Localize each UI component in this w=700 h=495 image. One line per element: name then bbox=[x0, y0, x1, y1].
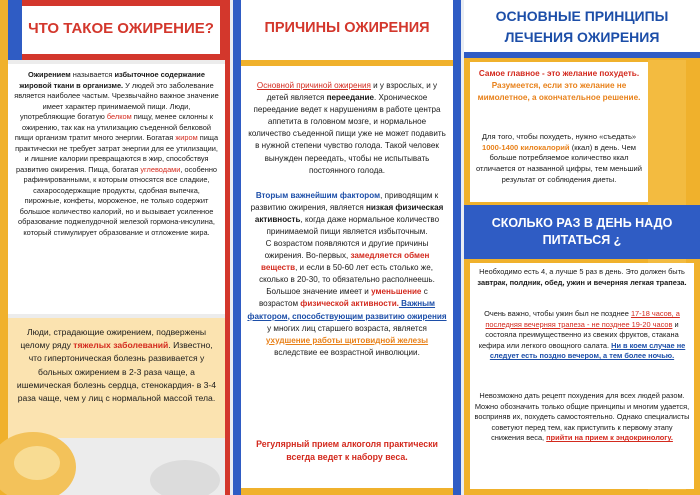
text-span: , когда даже нормальное количество принимаемой пищи является избыточным. bbox=[266, 215, 440, 237]
meals-card bbox=[470, 263, 694, 489]
red-border bbox=[225, 0, 230, 495]
panel-header bbox=[464, 0, 700, 58]
text-span: Ни в коем случае не следует есть поздно вечером, а тем более ночью. bbox=[489, 340, 686, 361]
blue-border-left bbox=[233, 0, 241, 495]
text-span: Для того, чтобы похудеть, нужно «съедать» bbox=[481, 132, 637, 141]
calories-text bbox=[474, 132, 644, 186]
text-span: С возрастом появляются и другие причины ожирения. Во-первых, bbox=[264, 239, 429, 261]
panel-title-line-1: ОСНОВНЫЕ ПРИНЦИПЫ bbox=[495, 8, 669, 24]
definition-text bbox=[14, 70, 219, 238]
text-span: Вторым важнейшим фактором bbox=[255, 191, 381, 200]
text-span: и у взрослых, и у детей является bbox=[266, 81, 438, 103]
text-span: 17-18 часов, а последняя вечерняя трапеза - не позднее 19-20 часов bbox=[485, 309, 680, 329]
text-span: Самое главное - это желание похудеть. bbox=[478, 69, 640, 78]
causes-paragraph-1 bbox=[247, 80, 447, 177]
text-span: замедляется обмен веществ bbox=[261, 251, 430, 273]
text-span: пищу, менее склонны к ожирению, так как на утилизацию съеденной белковой пищи организм тратит много энергии. Богатая bbox=[14, 112, 213, 142]
diseases-card bbox=[8, 318, 225, 438]
text-span: , и если в 50-60 лет есть столько же, сколько в 20-30, то обязательно располнеешь. Большое значение имеет и bbox=[259, 263, 435, 297]
text-span: белком bbox=[106, 112, 132, 121]
text-span: 1000-1400 килокалорий bbox=[481, 142, 570, 152]
panel-treatment bbox=[464, 0, 700, 495]
dinner-time-text bbox=[474, 309, 690, 362]
meals-frequency-text bbox=[474, 267, 690, 288]
desire-text bbox=[474, 68, 644, 105]
text-span: у многих лиц старшего возраста, является bbox=[267, 323, 427, 333]
text-span: переедание bbox=[326, 93, 375, 103]
text-span: прийти на прием к эндокринологу. bbox=[546, 433, 673, 443]
text-span: Необходимо есть 4, а лучше 5 раз в день. Это должен быть bbox=[479, 267, 685, 276]
panel-header-frame bbox=[8, 0, 226, 60]
text-span: и состояла преимущественно из свежих фруктов, стакана кефира или легкого овощного салата. bbox=[478, 319, 679, 350]
text-span: уменьшение bbox=[371, 287, 422, 297]
text-span: называется bbox=[70, 70, 115, 79]
desire-card bbox=[470, 62, 648, 202]
text-span: , особенно рафинированными, к которым относятся все сладкие, сахаросодержащие продукты, сдобная выпечка, пирожные, конфеты, мороженое, не только содержит большое количество калорий, но и вызывает усиленное образование поджелудочной железой гормона-инсулина, который стимулирует образование и отложение жира. bbox=[18, 164, 218, 237]
text-span: завтрак, полдник, обед, ужин и вечерняя легкая трапеза. bbox=[477, 277, 687, 287]
text-span: Важным фактором, способствующим развитию ожирения bbox=[247, 299, 447, 321]
text-span: с возрастом bbox=[258, 287, 428, 309]
causes-paragraph-2 bbox=[247, 190, 447, 238]
blue-stripe bbox=[8, 0, 22, 60]
text-span: Ожирением bbox=[28, 70, 71, 79]
text-span: углеводами bbox=[140, 164, 181, 174]
blue-border-right bbox=[453, 0, 461, 495]
definition-card bbox=[8, 64, 225, 314]
panel-what-is-obesity bbox=[0, 0, 230, 495]
text-span: , приводящим к развитию ожирения, является bbox=[250, 191, 439, 213]
meals-banner-title: СКОЛЬКО РАЗ В ДЕНЬ НАДО ПИТАТЬСЯ ¿ bbox=[491, 216, 673, 247]
panel-title-line-2: ЛЕЧЕНИЯ ОЖИРЕНИЯ bbox=[504, 29, 660, 45]
panel-title: ЧТО ТАКОЕ ОЖИРЕНИЕ? bbox=[28, 20, 214, 37]
text-span: вследствие ее возрастной инволюции. bbox=[274, 347, 420, 357]
panel-title: ПРИЧИНЫ ОЖИРЕНИЯ bbox=[264, 20, 430, 36]
egg-yolk-image bbox=[14, 446, 60, 480]
text-span: Невозможно дать рецепт похудения для всех людей разом. Можно обозначить только общие принципы и многим удается, восприняв их, похудеть самостоятельно. Однако специалисты советуют перед тем, как приступить к первому этапу снижения веса, bbox=[474, 391, 690, 443]
text-span: низкая физическая активность bbox=[254, 203, 444, 225]
text-span: тяжелых заболеваний bbox=[73, 340, 169, 351]
causes-paragraph-3 bbox=[247, 238, 447, 359]
text-span: (ккал) в день. Чем больше потребляемое количество ккал отличается от названной цифры, тем меньший результат от соблюдения диеты. bbox=[475, 142, 643, 184]
plate-image bbox=[150, 460, 220, 495]
text-span: Разумеется, если это желание не мимолетное, а окончательное решение. bbox=[477, 81, 641, 103]
text-span: Основной причиной ожирения bbox=[256, 81, 371, 90]
text-span: У людей это заболевание является наиболее частым. Чрезвычайно важное значение имеет характер принимаемой пищи. Люди, употребляющие богатую bbox=[14, 80, 219, 121]
panel-header bbox=[22, 6, 220, 54]
text-span: жиром bbox=[175, 133, 198, 142]
meals-banner bbox=[464, 205, 700, 259]
yellow-stripe bbox=[0, 0, 8, 495]
text-span: пища практически не требует затрат энергии для ее утилизации, и лишние калории превращаются в жир, способствуя развитию ожирения. Пища, богатая bbox=[15, 133, 219, 174]
recipe-text bbox=[474, 391, 690, 444]
text-span: Очень важно, чтобы ужин был не позднее bbox=[484, 309, 631, 318]
text-span: Люди, страдающие ожирением, подвержены целому ряду bbox=[20, 327, 207, 351]
text-span: ухудшение работы щитовидной железы bbox=[265, 335, 429, 345]
text-span: . Хроническое переедание ведет к нарушениям в работе центра аппетита в головном мозге, и нормальное количество съеденной пищи уже не может подавить в нужной степени чувство голода. Такой человек вынужден переедать, чтобы не испытывать постоянного голода. bbox=[248, 93, 446, 175]
panel-causes bbox=[233, 0, 461, 495]
causes-card bbox=[241, 66, 453, 488]
text-span: физической активности. bbox=[300, 299, 399, 309]
alcohol-note: Регулярный прием алкоголя практически всегда ведет к набору веса. bbox=[256, 439, 438, 462]
text-span: . Известно, что гипертоническая болезнь развивается у больных ожирением в 2-3 раза чаще, а ишемическая болезнь сердца, стенокардия- в 3-4 раза чаще, чем у лиц с нормальной массой тела. bbox=[16, 340, 217, 404]
panel-header bbox=[241, 0, 453, 60]
diseases-text bbox=[16, 326, 217, 405]
text-span: избыточное содержание жировой ткани в организме. bbox=[19, 70, 205, 90]
